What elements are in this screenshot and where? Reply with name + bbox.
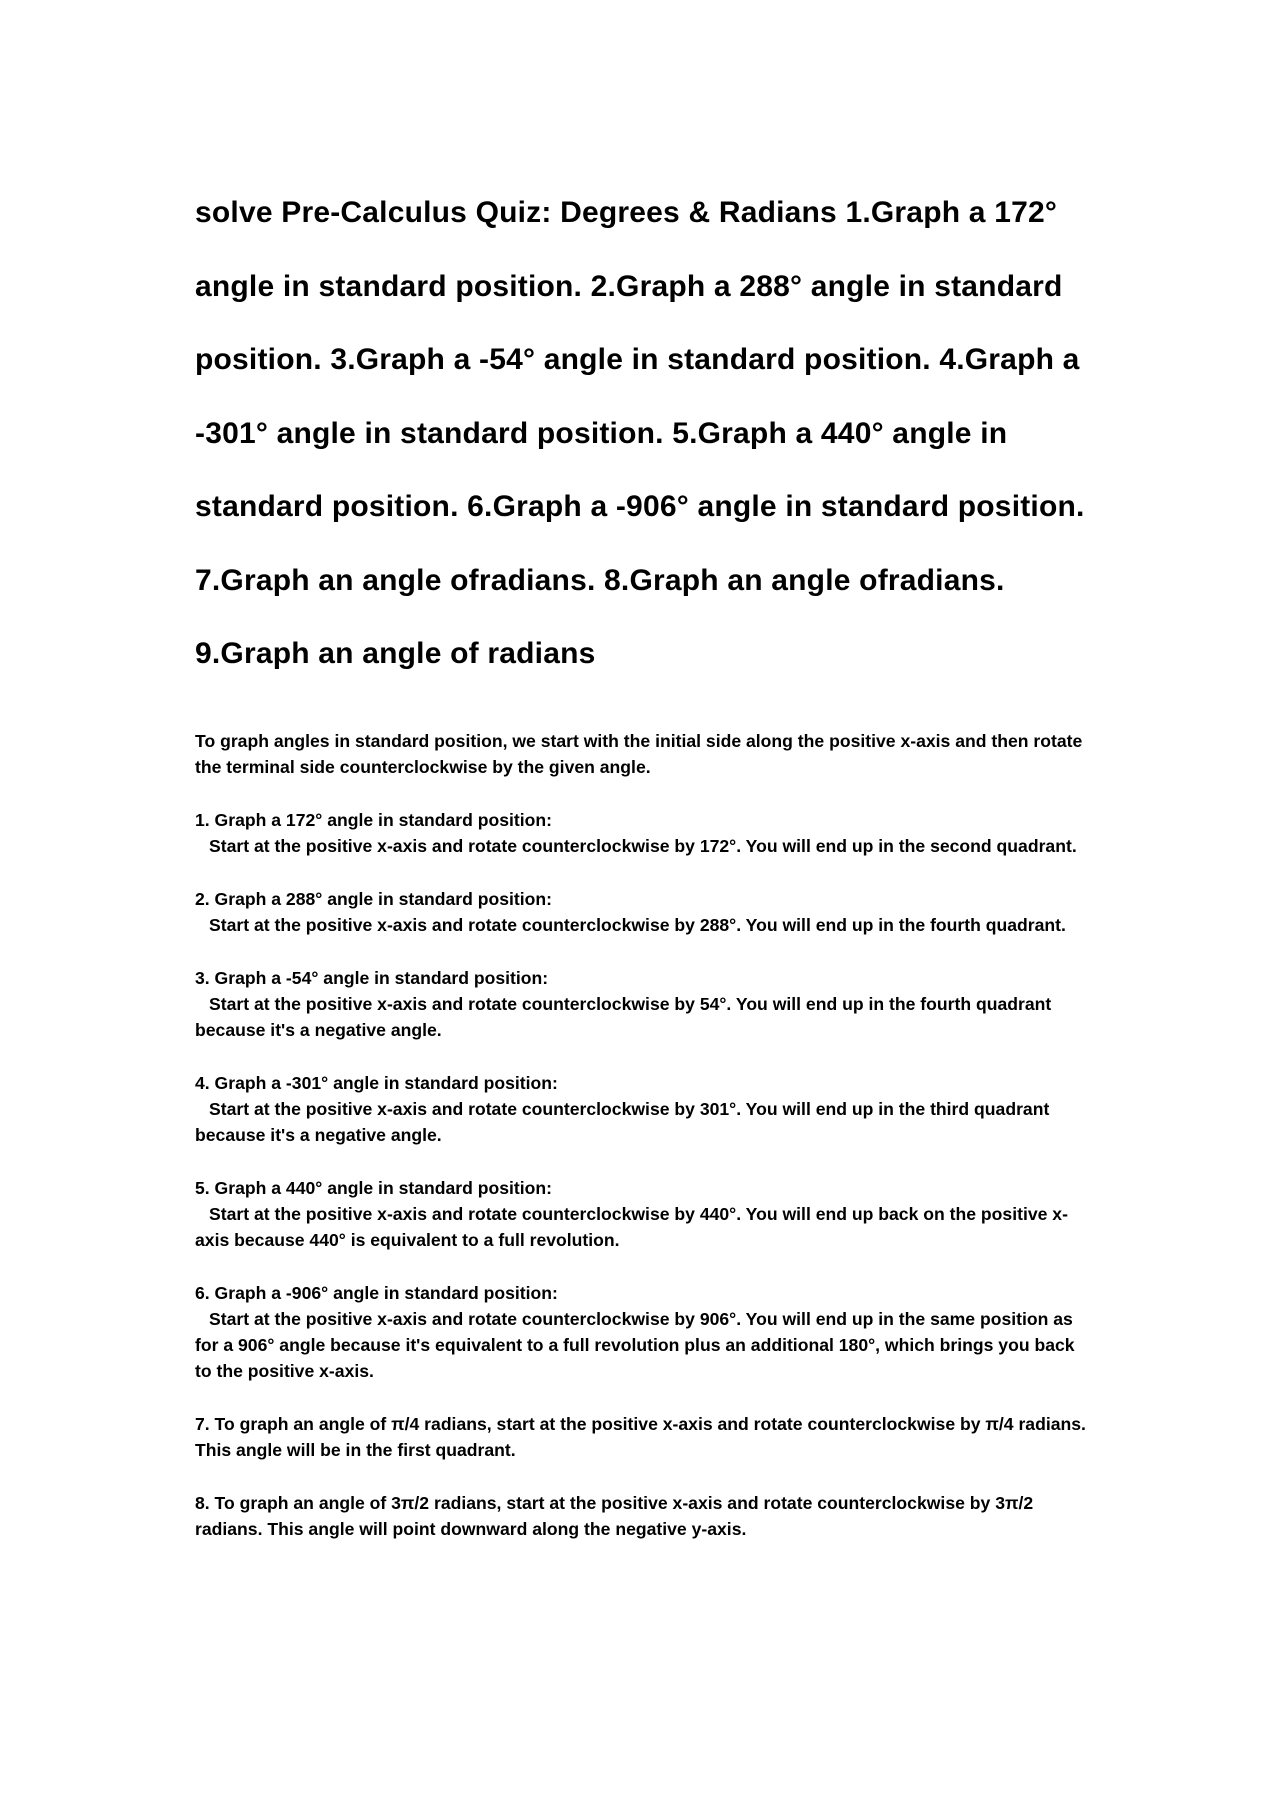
answer-item-title: 6. Graph a -906° angle in standard position: (195, 1283, 558, 1303)
answer-item-2 (195, 886, 1095, 938)
question-heading: solve Pre-Calculus Quiz: Degrees & Radians 1.Graph a 172° angle in standard position. 2.Graph a 288° angle in standard position. 3.Graph a -54° angle in standard position. 4.Graph a -301° angle in standard position. 5.Graph a 440° angle in standard position. 6.Graph a -906° angle in standard position. 7.Graph an angle ofradians. 8.Graph an angle ofradians. 9.Graph an angle of radians (195, 196, 1085, 670)
answer-item-body: Start at the positive x-axis and rotate counterclockwise by 301°. You will end up in the third quadrant because it's a negative angle. (195, 1099, 1050, 1145)
answer-item-title: 2. Graph a 288° angle in standard position: (195, 889, 553, 909)
answer-item-title: 5. Graph a 440° angle in standard position: (195, 1178, 553, 1198)
answer-item-8: 8. To graph an angle of 3π/2 radians, start at the positive x-axis and rotate counterclockwise by 3π/2 radians. This angle will point downward along the negative y-axis. (195, 1493, 1034, 1539)
answer-item-title: 1. Graph a 172° angle in standard position: (195, 810, 553, 830)
answer-item-5 (195, 1175, 1095, 1253)
answer-item-body: Start at the positive x-axis and rotate counterclockwise by 440°. You will end up back on the positive x-axis because 440° is equivalent to a full revolution. (195, 1204, 1068, 1250)
answer-item-6 (195, 1280, 1095, 1384)
answer-item-7: 7. To graph an angle of π/4 radians, start at the positive x-axis and rotate counterclockwise by π/4 radians. This angle will be in the first quadrant. (195, 1414, 1086, 1460)
answer-item-title: 3. Graph a -54° angle in standard position: (195, 968, 549, 988)
answer-item-title: 4. Graph a -301° angle in standard position: (195, 1073, 558, 1093)
answer-item-3 (195, 965, 1095, 1043)
answer-item-body: Start at the positive x-axis and rotate counterclockwise by 54°. You will end up in the fourth quadrant because it's a negative angle. (195, 994, 1052, 1040)
answer-item-body: Start at the positive x-axis and rotate counterclockwise by 288°. You will end up in the fourth quadrant. (209, 915, 1066, 935)
answer-intro: To graph angles in standard position, we start with the initial side along the positive x-axis and then rotate the terminal side counterclockwise by the given angle. (195, 731, 1083, 777)
answer-item-4 (195, 1070, 1095, 1148)
answer-item-body: Start at the positive x-axis and rotate counterclockwise by 172°. You will end up in the second quadrant. (209, 836, 1077, 856)
answer-item-body: Start at the positive x-axis and rotate counterclockwise by 906°. You will end up in the same position as for a 906° angle because it's equivalent to a full revolution plus an additional 180°, which brings you back to the positive x-axis. (195, 1309, 1075, 1381)
answer-section (195, 728, 1095, 1569)
answer-item-1 (195, 807, 1095, 859)
